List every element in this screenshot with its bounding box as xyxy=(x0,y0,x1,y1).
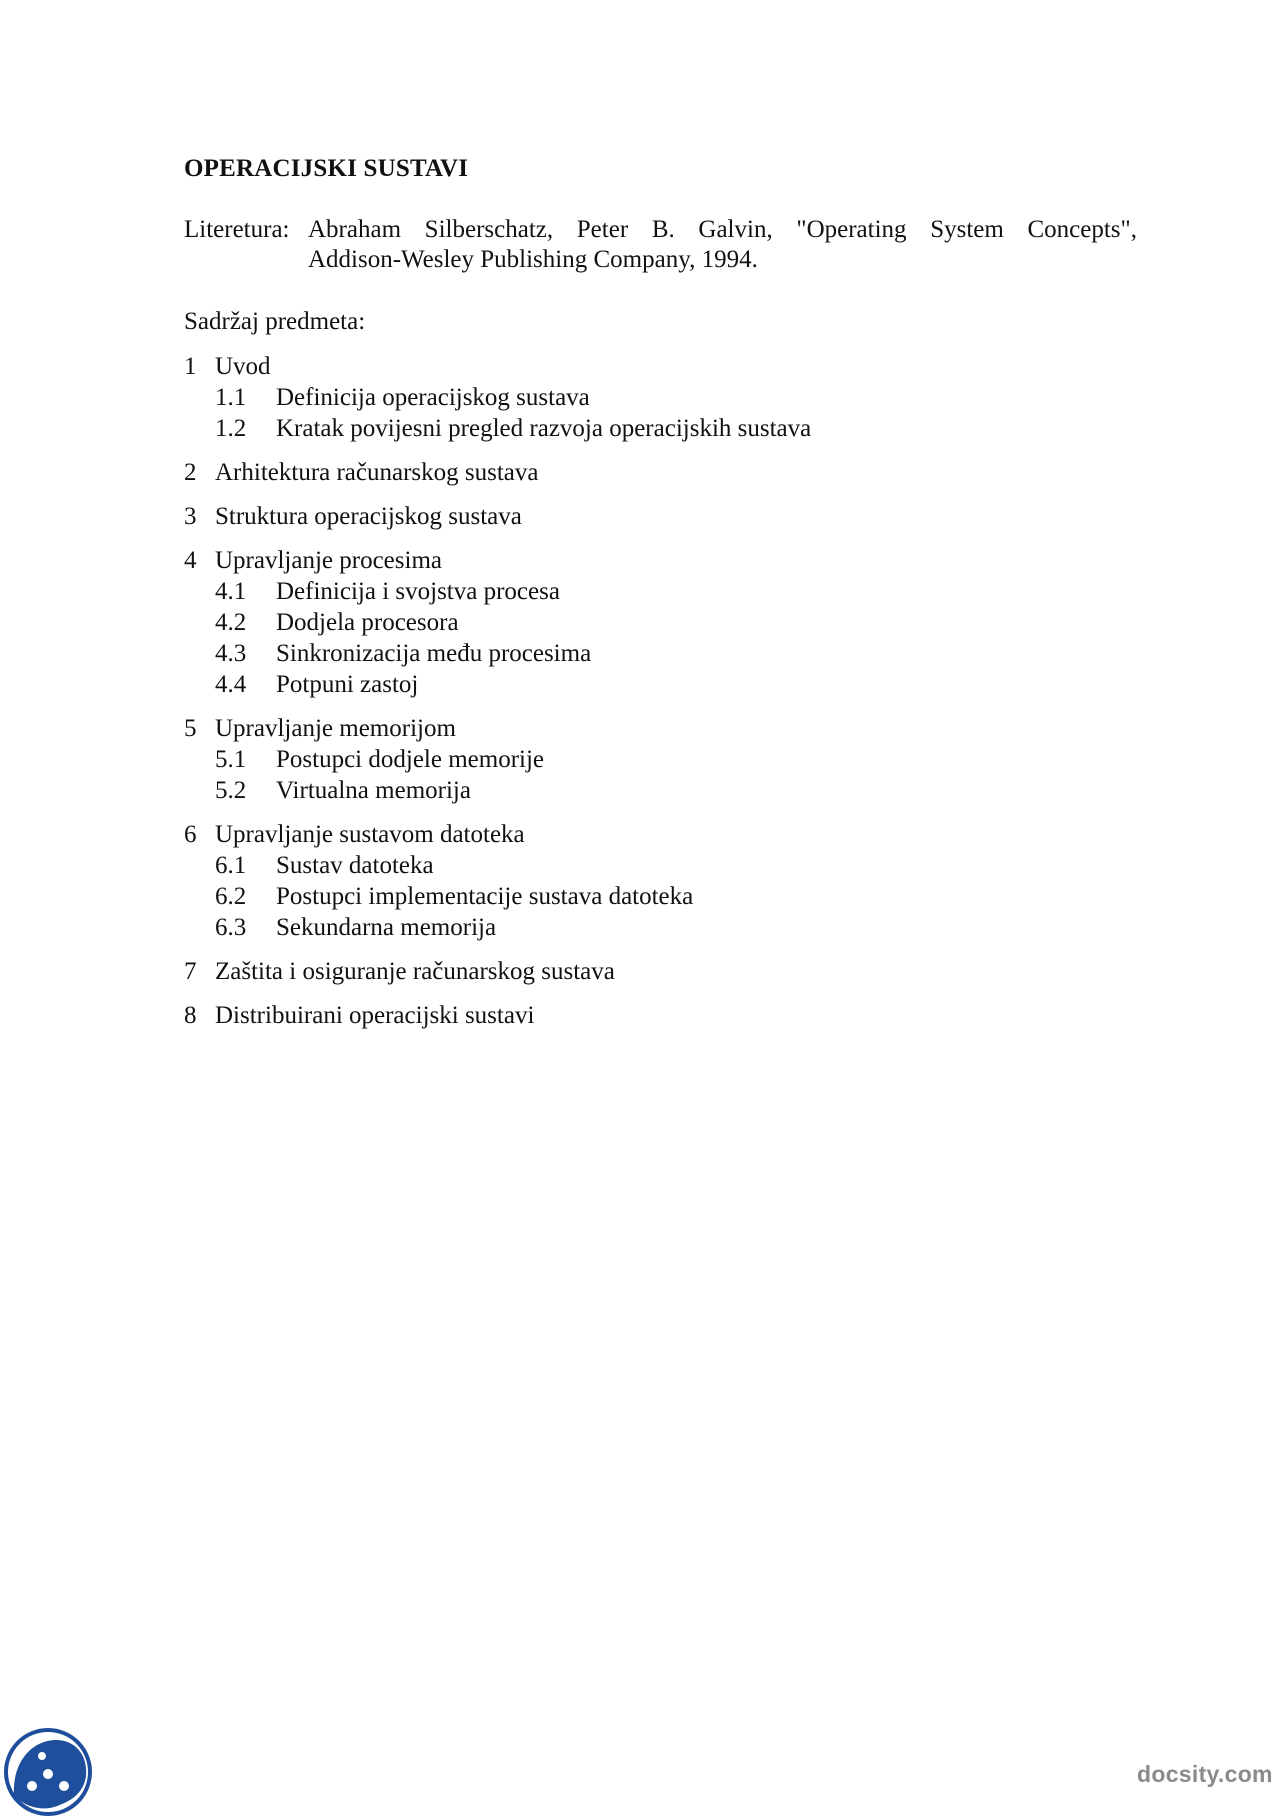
literature-reference-line-1: Abraham Silberschatz, Peter B. Galvin, "Operating System Concepts", xyxy=(308,216,1137,243)
toc-subsection-title: Dodjela procesora xyxy=(276,609,459,636)
table-of-contents xyxy=(184,351,1084,1044)
toc-section xyxy=(184,351,1084,444)
toc-subsection-title: Potpuni zastoj xyxy=(276,671,419,698)
toc-subsection xyxy=(184,382,1084,413)
toc-section xyxy=(184,1000,1084,1031)
toc-chapter-number: 8 xyxy=(184,1002,197,1029)
literature-reference-line-2: Addison-Wesley Publishing Company, 1994. xyxy=(308,246,758,273)
toc-subsection-number: 1.1 xyxy=(215,384,247,411)
toc-subsection-title: Virtualna memorija xyxy=(276,777,471,804)
toc-chapter-number: 1 xyxy=(184,353,197,380)
toc-subsection-number: 4.4 xyxy=(215,671,247,698)
toc-subsection xyxy=(184,881,1084,912)
toc-chapter-number: 2 xyxy=(184,459,197,486)
toc-subsection xyxy=(184,576,1084,607)
toc-subsection-number: 6.2 xyxy=(215,883,247,910)
toc-subsection-title: Sustav datoteka xyxy=(276,852,434,879)
toc-section xyxy=(184,819,1084,943)
toc-subsection-number: 4.2 xyxy=(215,609,247,636)
toc-chapter-title: Uvod xyxy=(215,353,271,380)
toc-subsection-number: 4.3 xyxy=(215,640,247,667)
toc-subsection-number: 4.1 xyxy=(215,578,247,605)
toc-chapter-title: Distribuirani operacijski sustavi xyxy=(215,1002,535,1029)
toc-chapter-number: 3 xyxy=(184,503,197,530)
toc-subsection-title: Definicija i svojstva procesa xyxy=(276,578,560,605)
toc-section xyxy=(184,713,1084,806)
toc-chapter-number: 5 xyxy=(184,715,197,742)
toc-chapter-title: Arhitektura računarskog sustava xyxy=(215,459,539,486)
toc-subsection-number: 6.3 xyxy=(215,914,247,941)
toc-subsection xyxy=(184,669,1084,700)
toc-chapter xyxy=(184,713,1084,744)
toc-subsection-number: 1.2 xyxy=(215,415,247,442)
toc-section xyxy=(184,956,1084,987)
toc-chapter-title: Struktura operacijskog sustava xyxy=(215,503,522,530)
toc-chapter xyxy=(184,956,1084,987)
toc-subsection-number: 5.2 xyxy=(215,777,247,804)
toc-section xyxy=(184,501,1084,532)
docsity-logo-icon[interactable] xyxy=(2,1726,94,1818)
toc-section xyxy=(184,545,1084,700)
toc-chapter xyxy=(184,1000,1084,1031)
toc-section xyxy=(184,457,1084,488)
toc-chapter-number: 6 xyxy=(184,821,197,848)
literature-label: Literetura: xyxy=(184,216,290,243)
toc-subsection xyxy=(184,607,1084,638)
toc-chapter-number: 7 xyxy=(184,958,197,985)
toc-chapter xyxy=(184,819,1084,850)
toc-chapter xyxy=(184,501,1084,532)
toc-subsection-title: Sekundarna memorija xyxy=(276,914,497,941)
toc-subsection-number: 5.1 xyxy=(215,746,247,773)
toc-subsection-title: Sinkronizacija među procesima xyxy=(276,640,592,667)
toc-subsection-title: Definicija operacijskog sustava xyxy=(276,384,590,411)
toc-chapter xyxy=(184,457,1084,488)
contents-heading: Sadržaj predmeta: xyxy=(184,308,366,335)
toc-subsection xyxy=(184,850,1084,881)
toc-subsection-title: Kratak povijesni pregled razvoja operacijskih sustava xyxy=(276,415,812,442)
toc-subsection-number: 6.1 xyxy=(215,852,247,879)
toc-chapter-title: Upravljanje memorijom xyxy=(215,715,456,742)
toc-chapter xyxy=(184,545,1084,576)
toc-subsection-title: Postupci implementacije sustava datoteka xyxy=(276,883,694,910)
toc-subsection xyxy=(184,775,1084,806)
page-title: OPERACIJSKI SUSTAVI xyxy=(184,155,469,182)
toc-chapter-title: Zaštita i osiguranje računarskog sustava xyxy=(215,958,615,985)
toc-chapter-title: Upravljanje sustavom datoteka xyxy=(215,821,525,848)
toc-chapter-title: Upravljanje procesima xyxy=(215,547,442,574)
toc-subsection xyxy=(184,638,1084,669)
toc-chapter-number: 4 xyxy=(184,547,197,574)
toc-subsection xyxy=(184,413,1084,444)
toc-subsection-title: Postupci dodjele memorije xyxy=(276,746,545,773)
toc-chapter xyxy=(184,351,1084,382)
docsity-brand-link[interactable]: docsity.com xyxy=(1137,1761,1273,1787)
toc-subsection xyxy=(184,912,1084,943)
toc-subsection xyxy=(184,744,1084,775)
